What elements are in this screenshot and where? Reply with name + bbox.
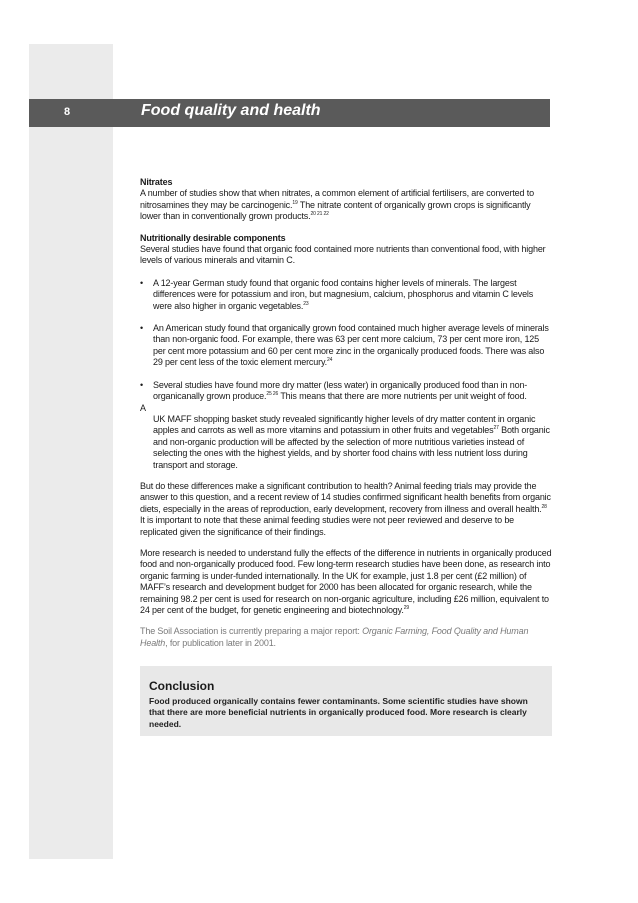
- report-title: Organic Farming, Food Quality and Human Health: [140, 626, 529, 648]
- nitrates-heading: Nitrates: [140, 177, 173, 187]
- page-number: 8: [64, 106, 71, 118]
- list-item: • An American study found that organically grown food contained much higher average levels of minerals than non-organic food. For example, there was 63 per cent more calcium, 73 per cent more iron, 125 per cent more potassium and 60 per cent more zinc in the organically produced foods. There was also 29 per cent less of the toxic element mercury.$^{24}$: [140, 323, 549, 368]
- conclusion-title: Conclusion: [149, 679, 215, 693]
- footnote-ref: 29: [403, 605, 409, 611]
- conclusion-box: [140, 666, 552, 736]
- footnote-ref: 28: [541, 503, 547, 510]
- footnote-ref: 23: [303, 300, 309, 307]
- stray-letter: A: [140, 402, 146, 413]
- footnote-ref: 20 21 22: [310, 211, 329, 218]
- research-paragraph: More research is needed to understand fully the effects of the difference in nutrients in organically produced food and non-organically produced food. Few long-term research studies have been done, as research into organic farming is under-funded internationally. In the UK for example, just 1.8 per cent (£2 million) of MAFF’s research and development budget for 2000 has been allocated for organic research, while the remaining 98.2 per cent is used for research on non-organic agriculture, including £26 million, equivalent to 24 per cent of the budget, for genetic engineering and biotechnology.$^{29}$: [140, 547, 552, 615]
- list-item: • A 12-year German study found that organic food contains higher levels of minerals. The largest differences were for potassium and iron, but magnesium, calcium, phosphorus and vitamin C levels were also higher in organic vegetables.$^{23}$: [140, 277, 534, 311]
- article-body: [140, 177, 552, 649]
- maff-paragraph: UK MAFF shopping basket study revealed significantly higher levels of dry matter content in organic apples and carrots as well as more vitamins and potassium in other fruits and vegetables$^{27}$ Both organic and non-organic production will be affected by the selection of more nutritious varieties instead of selecting the ones with the highest yields, and by shorter food chains with less nutrient loss during transport and storage.: [153, 413, 550, 470]
- bullet-icon: •: [140, 277, 144, 288]
- conclusion-text: Food produced organically contains fewer contaminants. Some scientific studies have shown that there are more beneficial nutrients in organically produced food. More research is clearly needed.: [149, 696, 528, 729]
- bullet-icon: •: [140, 379, 144, 390]
- footnote-ref: 25 26: [266, 391, 279, 398]
- health-paragraph: But do these differences make a significant contribution to health? Animal feeding trials may provide the answer to this question, and a recent review of 14 studies confirmed significant health benefits from organic diets, especially in the areas of reproduction, early development, recovery from illness and overall health.$^{28}$ It is important to note that these animal feeding studies were not peer reviewed and deserve to be replicated given the significance of their findings.: [140, 480, 551, 537]
- report-note: The Soil Association is currently preparing a major report: Organic Farming, Food Quality and Human Health, for publication later in 2001.: [140, 626, 529, 648]
- footnote-ref: 27: [493, 425, 499, 432]
- footnote-ref: 24: [327, 357, 333, 364]
- footnote-ref: 19: [292, 199, 298, 206]
- bullet-icon: •: [140, 323, 144, 334]
- list-item: • Several studies have found more dry matter (less water) in organically produced food than in non-organicanally grown produce.$^{25 26}$ This means that there are more nutrients per unit weight of food.: [140, 379, 528, 402]
- nutrition-intro: Several studies have found that organic food contained more nutrients than conventional food, with higher levels of various minerals and vitamin C.: [140, 244, 546, 266]
- page-margin-band: [29, 44, 113, 859]
- nutrition-heading: Nutritionally desirable components: [140, 232, 286, 243]
- section-title: Food quality and health: [141, 102, 321, 119]
- nitrates-paragraph: A number of studies show that when nitrates, a common element of artificial fertilisers, are converted to nitrosamines they may be carcinogenic.$^{19}$ The nitrate content of organically grown crops is significantly lower than in conventionally grown products.$^{20 21 22}$: [140, 188, 534, 222]
